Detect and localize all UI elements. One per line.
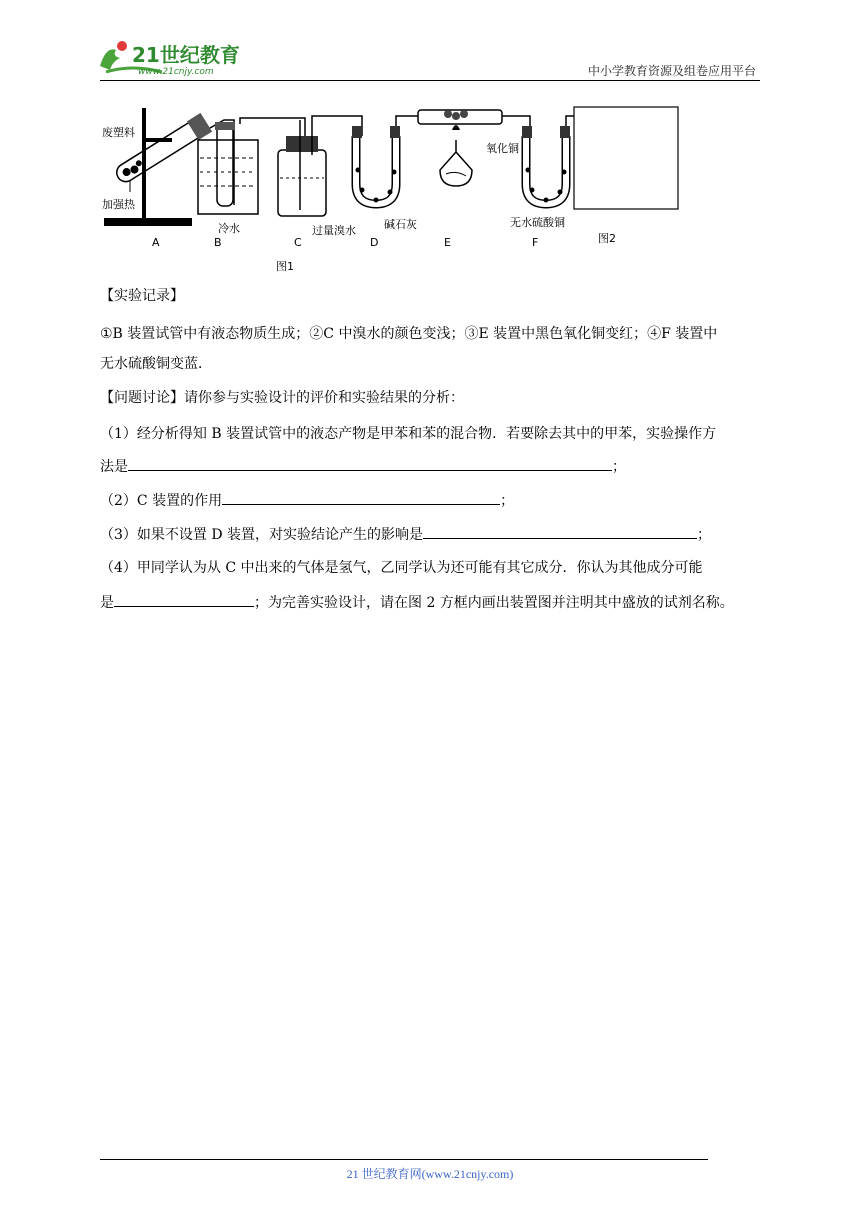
svg-text:C: C — [294, 236, 302, 249]
svg-text:F: F — [532, 236, 539, 249]
svg-text:图1: 图1 — [276, 260, 294, 273]
footer-divider — [100, 1159, 708, 1160]
svg-text:A: A — [152, 236, 160, 249]
question-3: （3）如果不设置 D 装置，对实验结论产生的影响是 ； — [100, 524, 711, 545]
answer-blank-2[interactable] — [222, 490, 500, 505]
svg-text:图2: 图2 — [598, 232, 616, 245]
record-heading: 【实验记录】 — [100, 288, 184, 304]
answer-blank-3[interactable] — [423, 524, 697, 539]
record-line-1: ①B 装置试管中有液态物质生成；②C 中溴水的颜色变浅；③E 装置中黑色氧化铜变红；④F 装置中 — [100, 326, 718, 342]
answer-blank-4[interactable] — [114, 592, 254, 607]
svg-text:B: B — [214, 236, 222, 249]
svg-text:加强热: 加强热 — [102, 198, 135, 211]
svg-text:废塑料: 废塑料 — [102, 126, 135, 139]
svg-text:E: E — [444, 236, 451, 249]
question-1-line-2: 法是 ； — [100, 456, 626, 477]
header-platform-text: 中小学教育资源及组卷应用平台 — [587, 64, 756, 78]
svg-text:D: D — [370, 236, 379, 249]
svg-text:21世纪教育: 21世纪教育 — [132, 43, 240, 67]
question-4-line-2: 是 ；为完善实验设计，请在图 2 方框内画出装置图并注明其中盛放的试剂名称。 — [100, 592, 734, 613]
svg-text:www.21cnjy.com: www.21cnjy.com — [138, 67, 214, 77]
svg-text:无水硫酸铜: 无水硫酸铜 — [510, 216, 565, 229]
discussion-heading: 【问题讨论】 — [100, 390, 184, 406]
apparatus-figure — [100, 100, 700, 278]
discussion-paragraph — [100, 388, 464, 408]
footer-link[interactable]: 21 世纪教育网(www.21cnjy.com) — [346, 1167, 514, 1181]
discussion-intro: 请你参与实验设计的评价和实验结果的分析： — [184, 390, 464, 406]
svg-text:过量溴水: 过量溴水 — [312, 224, 356, 237]
question-2: （2）C 装置的作用 ； — [100, 490, 514, 511]
record-line-2: 无水硫酸铜变蓝． — [100, 356, 212, 372]
answer-blank-1[interactable] — [128, 456, 612, 471]
svg-text:冷水: 冷水 — [218, 222, 240, 235]
svg-text:碱石灰: 碱石灰 — [384, 218, 417, 231]
question-4-line-1: （4）甲同学认为从 C 中出来的气体是氢气，乙同学认为还可能有其它成分．你认为其他成分可能 — [100, 560, 703, 576]
site-logo — [92, 36, 262, 78]
header-divider — [100, 80, 760, 81]
question-1-line-1: （1）经分析得知 B 装置试管中的液态产物是甲苯和苯的混合物．若要除去其中的甲苯，实验操作方 — [100, 426, 717, 442]
svg-text:氧化铜: 氧化铜 — [486, 142, 519, 155]
